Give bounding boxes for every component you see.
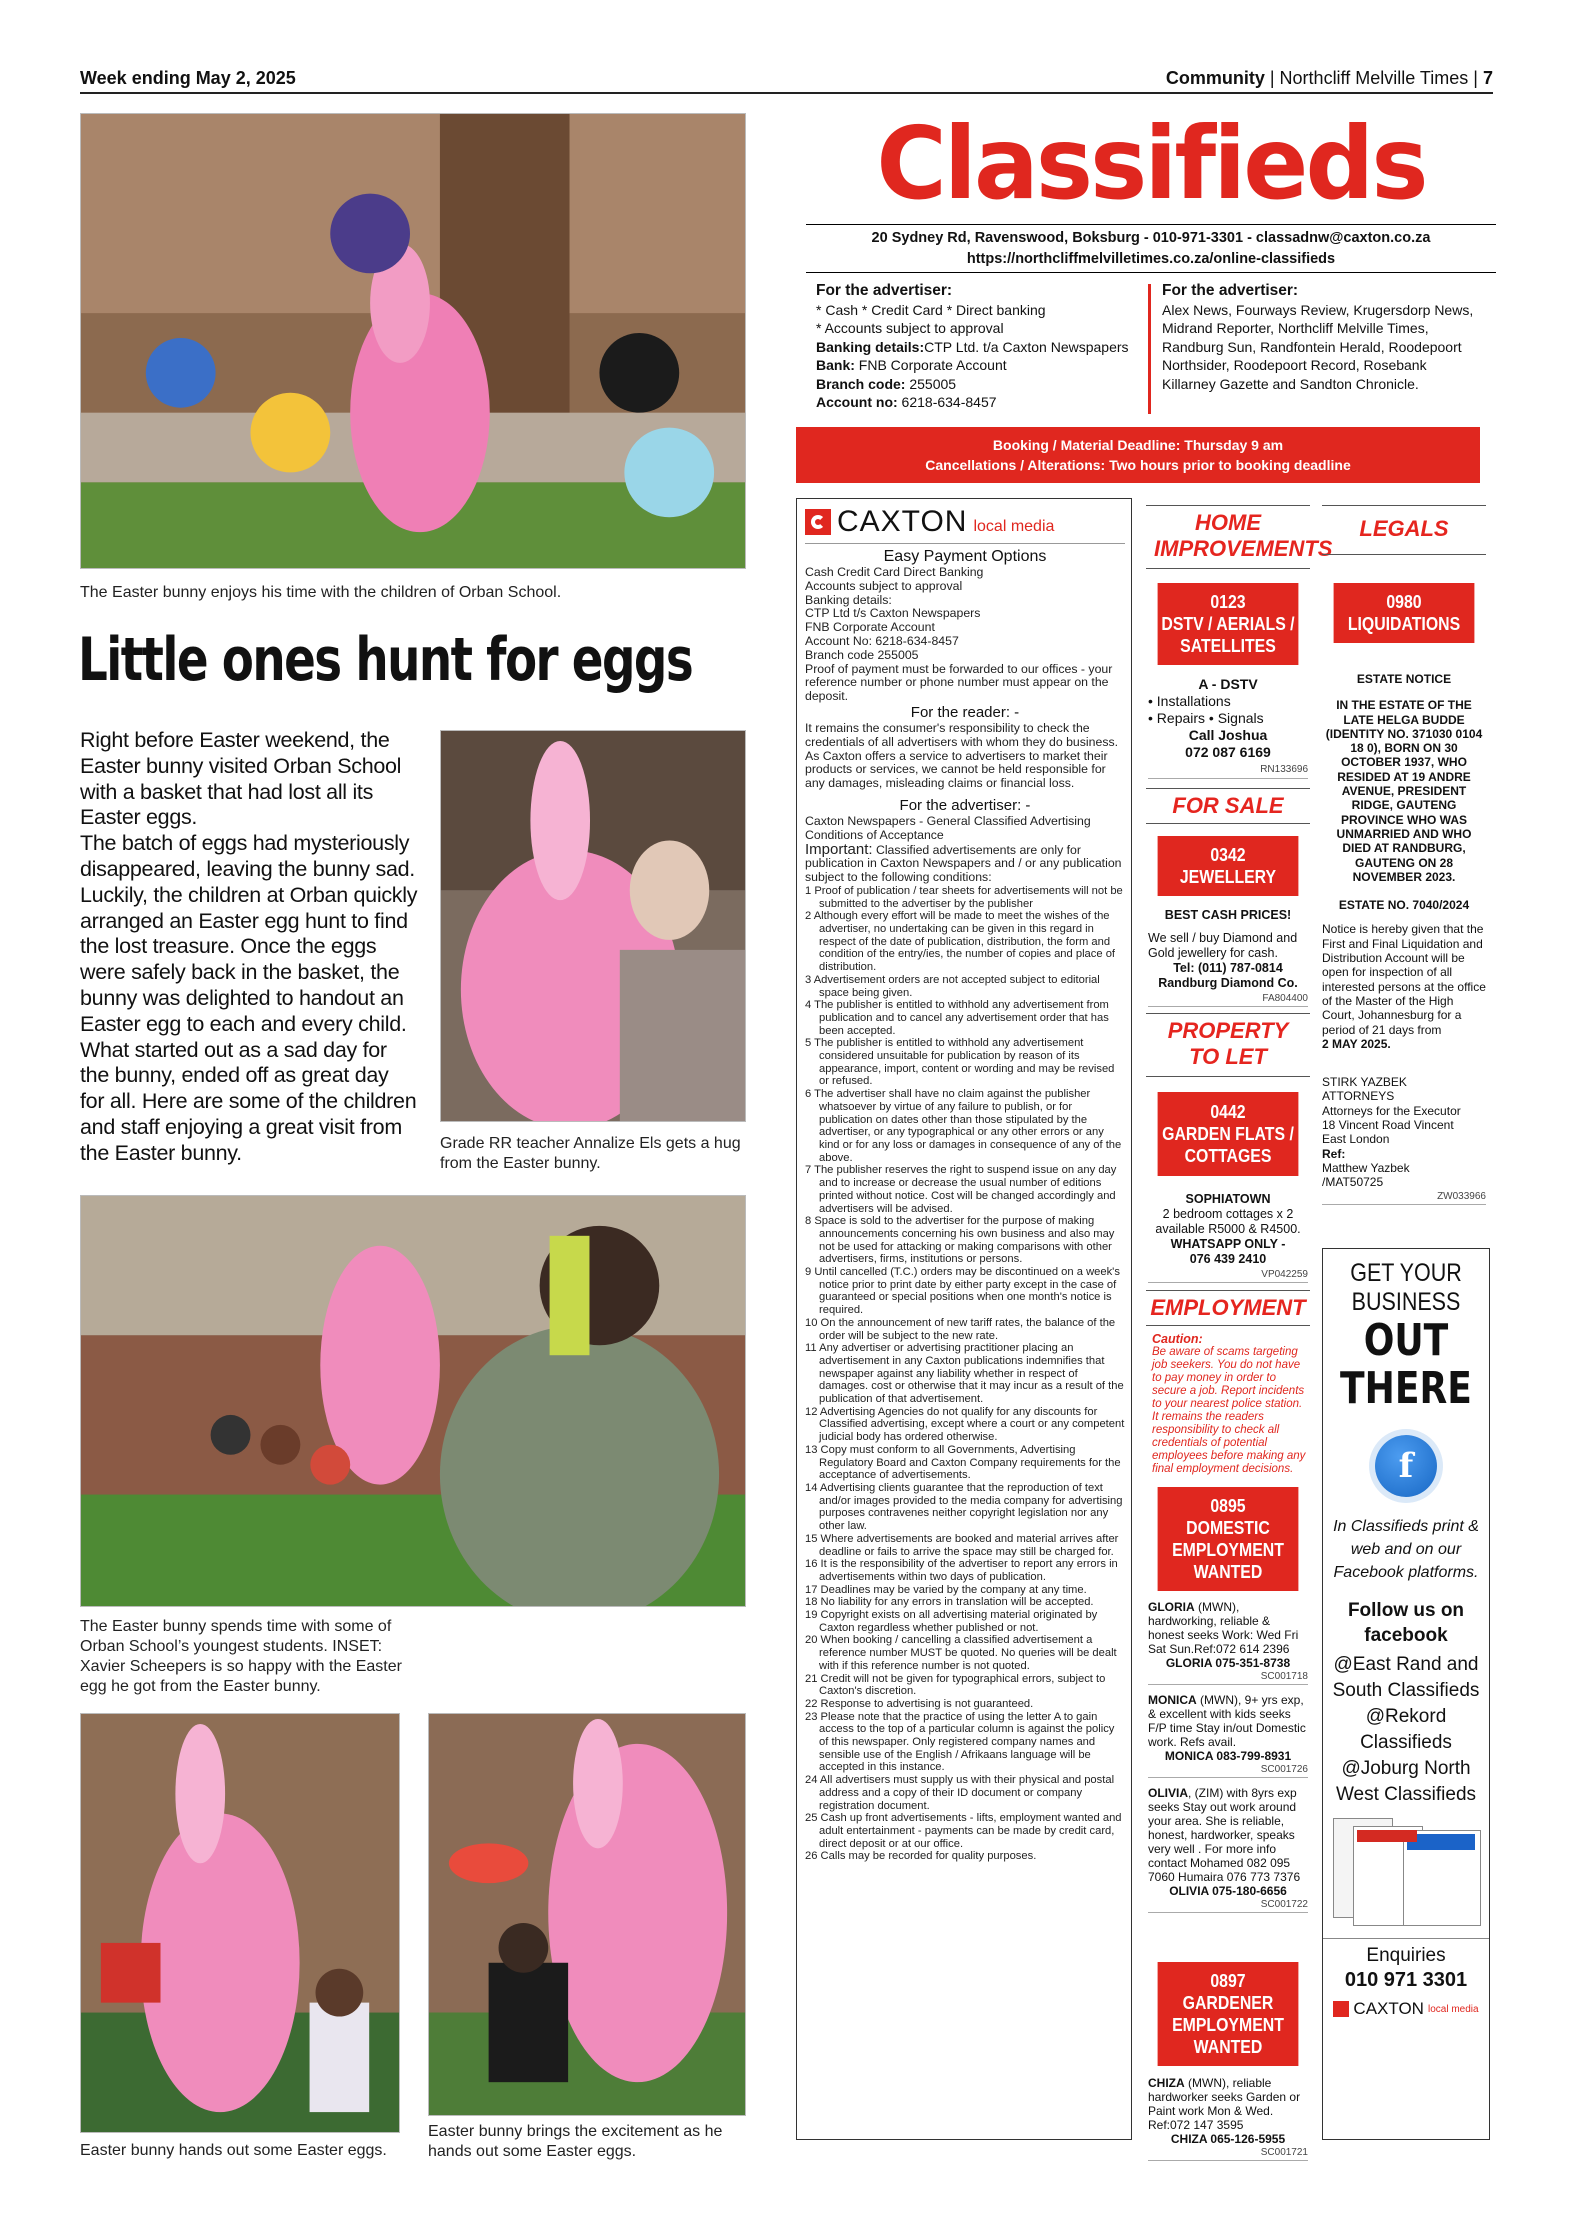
photo-bunny-eggs-2 (428, 1713, 746, 2116)
promo-there: THERE (1340, 1363, 1472, 1414)
employment-ads (1148, 1600, 1308, 1913)
ad-name: CHIZA (1148, 2076, 1185, 2090)
ad-text: (MWN), hardworking, reliable & honest seeks Work: Wed Fri Sat Sun.Ref:072 614 2396 (1148, 1600, 1299, 1656)
branch-value: 255005 (909, 375, 957, 392)
deadline-line: Cancellations / Alterations: Two hours prior to booking deadline (925, 457, 1351, 473)
attorney-line: Attorneys for the Executor (1322, 1103, 1461, 1118)
caxton-logo-sub: local media (973, 518, 1055, 535)
payment-line: CTP Ltd t/s Caxton Newspapers (805, 606, 981, 621)
payment-line: Account No: 6218-634-8457 (805, 633, 959, 648)
issue-date: Week ending May 2, 2025 (80, 68, 296, 88)
attorney-line: 18 Vincent Road Vincent (1322, 1118, 1454, 1133)
advertiser-heading: For the advertiser: (816, 282, 953, 299)
page-header (80, 68, 1493, 94)
ad-chiza (1148, 2076, 1308, 2161)
payment-line: Banking details: (805, 592, 892, 607)
code-label: GARDEN FLATS / (1162, 1124, 1294, 1144)
ad-line: • Repairs • Signals (1148, 710, 1264, 726)
reader-text: It remains the consumer's responsibility to check the credentials of all advertisers with whom they do business. As Caxton offers a service to advertisers to market their products or services, we cannot be held responsible for any damages, misleading claims or financial loss. (805, 720, 1119, 791)
account (816, 393, 1156, 412)
term-item: 6 The advertiser shall have no claim against the publisher whatsoever by virtue of any failure to publish, or for publication on dates other than those stipulated by the advertiser, or any typographical or any other errors or any kind or for any loss or damages in consequence of any of the above. (805, 1088, 1122, 1164)
ad-text: (MWN), 9+ yrs exp, & excellent with kids seeks F/P time Stay in/out Domestic work. Refs avail. (1148, 1693, 1306, 1749)
term-item: 19 Copyright exists on all advertising material originated by Caxton regardless whether published or not. (805, 1609, 1098, 1634)
notice-text: Notice is hereby given that the First and Final Liquidation and Distribution Account will be open for inspection of all interested persons at the office of the Master of the High Court, Johannesburg for a period of 21 days from (1322, 922, 1486, 1037)
ref-label: Ref: (1322, 1146, 1346, 1161)
code-label: DOMESTIC (1186, 1518, 1270, 1538)
term-item: 9 Until cancelled (T.C.) orders may be discontinued on a week's notice prior to print date by either party except in the case of guaranteed or special positions when one month's notice is required. (805, 1266, 1120, 1317)
ref-line: Matthew Yazbek (1322, 1160, 1410, 1175)
caution-text: Be aware of scams targeting job seekers. You do not have to pay money in order to secure a job. Report incidents to your nearest police station. It remains the readers responsibility to check all credentials of potential employees before making any final employment decisions. (1152, 1346, 1306, 1475)
ad-line: We sell / buy Diamond and Gold jewellery for cash. (1148, 931, 1298, 960)
term-item: 25 Cash up front advertisements - lifts, employment wanted and adult entertainment - payments can be made by credit card, direct deposit or at our office. (805, 1812, 1122, 1850)
address-rule (806, 272, 1496, 273)
caption-photo2: Grade RR teacher Annalize Els gets a hug from the Easter bunny. (440, 1135, 741, 1172)
caption-photo1: The Easter bunny enjoys his time with the children of Orban School. (80, 584, 562, 601)
code-label: LIQUIDATIONS (1347, 614, 1461, 634)
term-item: 2 Although every effort will be made to meet the wishes of the advertiser, no undertaking can be given in this regard in respect of the date of publication, distribution, the form and condition of the entry/ies, the number of copies and place of distribution. (805, 910, 1116, 974)
code: 0897 (1210, 1971, 1246, 1991)
article-headline: Little ones hunt for eggs (78, 625, 693, 695)
category-property: PROPERTY TO LET (1146, 1013, 1310, 1077)
term-item: 11 Any advertiser or advertising practitioner placing an advertisement in any Caxton publications indemnifies that newspaper against any liability whether in respect of damages. cost or otherwise that it may incur as a result of the publication of that advertisement. (805, 1342, 1124, 1406)
estate-body: IN THE ESTATE OF THE LATE HELGA BUDDE (IDENTITY NO. 371030 0104 18 0), BORN ON 30 OCTOBER 1937, WHO RESIDED AT 19 ANDRE AVENUE, PRESIDENT RIDGE, GAUTENG PROVINCE WHO WAS UNMARRIED AND WHO DIED AT RANDBURG, GAUTENG ON 28 NOVEMBER 2023. (1325, 698, 1483, 884)
estate-notice-title: ESTATE NOTICE (1356, 672, 1452, 686)
advertiser-heading: For the advertiser: - (899, 796, 1031, 814)
ad-contact: GLORIA 075-351-8738 (1165, 1656, 1291, 1670)
banking-value: CTP Ltd. t/a Caxton Newspapers (924, 338, 1129, 355)
term-item: 15 Where advertisements are booked and material arrives after deadline or fails to arrive the space may still be charged for. (805, 1532, 1119, 1558)
code: 0980 (1386, 592, 1422, 612)
code: 0342 (1210, 845, 1246, 865)
attorneys (1322, 1075, 1486, 1205)
term-item: 8 Space is sold to the advertiser for the purpose of making announcements concerning his own business and also may not be used for attacking or making comparisons with other advertisers, firms, institutions or persons. (805, 1215, 1115, 1266)
code-label: SATELLITES (1180, 636, 1276, 656)
payment-line: Cash Credit Card Direct Banking (805, 565, 984, 579)
category-legals: LEGALS (1322, 505, 1486, 555)
ad-title: A - DSTV (1198, 676, 1258, 692)
advertiser-info-divider (1148, 284, 1151, 414)
ad-body (1148, 1693, 1308, 1749)
ad-name: OLIVIA (1148, 1786, 1189, 1800)
paper-name: Northcliff Melville Times (1279, 68, 1469, 88)
ad-line: 2 bedroom cottages x 2 available R5000 & R4500. (1155, 1207, 1301, 1236)
code-label: JEWELLERY (1179, 867, 1277, 887)
important-note (805, 840, 1125, 885)
attorney-line: ATTORNEYS (1322, 1089, 1395, 1104)
ad-text: (MWN), reliable hardworker seeks Garden or Paint work Mon & Wed. Ref:072 147 3595 (1148, 2076, 1301, 2132)
newspaper-stack-image (1333, 1818, 1479, 1926)
bank (816, 356, 1156, 375)
term-item: 16 It is the responsibility of the advertiser to report any errors in advertisements within two days of publication. (805, 1558, 1118, 1583)
ad-ref: SC001718 (1148, 1670, 1308, 1685)
term-item: 26 Calls may be recorded for quality purposes. (805, 1850, 1037, 1863)
title-rule (806, 224, 1496, 225)
reader-heading: For the reader: - (910, 703, 1020, 721)
code-box-0123 (1158, 583, 1299, 665)
separator: | (1473, 68, 1478, 88)
ad-phone: 076 439 2410 (1189, 1252, 1267, 1266)
article-body: Right before Easter weekend, the Easter bunny visited Orban School with a basket that had lost all its Easter eggs. The batch of eggs had mysteriously disappeared, leaving the bunny sad. Luckily, the children at Orban quickly arranged an Easter egg hunt to find the lost treasure. Once the eggs were safely back in the basket, the bunny was delighted to handout an Easter egg to each and every child. What started out as a sad day for the bunny, ended off as great day for all. Here are some of the children and staff enjoying a great visit from the Easter bunny. (80, 728, 418, 1165)
ad-line: WHATSAPP ONLY - (1170, 1237, 1286, 1251)
term-item: 24 All advertisers must supply us with their physical and postal address and a copy of their ID document or company registration document. (805, 1774, 1115, 1812)
deadline-line: Booking / Material Deadline: Thursday 9 am (992, 437, 1284, 453)
term-item: 23 Please note that the practice of using the letter A to gain access to the top of a particular column is against the policy of this newspaper. Only registered company names and sensible use of the English / Afrikaans language will be accepted in this instance. (805, 1710, 1115, 1774)
caption-photo3: The Easter bunny spends time with some of Orban School’s youngest students. INSET: Xavier Scheepers is so happy with the Easter egg he got from the Easter bunny. (80, 1618, 402, 1695)
estate-notice (1322, 672, 1486, 1205)
ad-dstv (1148, 676, 1308, 779)
classifieds-url[interactable]: https://northcliffmelvilletimes.co.za/online-classifieds (966, 251, 1336, 267)
term-item: 7 The publisher reserves the right to suspend issue on any day and to increase or decrease the usual number of editions printed without notice. Cost will be changed accordingly and advertisers will be advised. (805, 1164, 1117, 1215)
branch-label: Branch code: (816, 375, 906, 392)
term-item: 1 Proof of publication / tear sheets for advertisements will not be submitted to the advertiser by the publisher (805, 884, 1123, 910)
code: 0442 (1210, 1102, 1246, 1122)
payment-line: Proof of payment must be forwarded to our offices - your reference number or phone number must appear on the deposit. (805, 661, 1113, 704)
caxton-logo (805, 505, 1125, 544)
photo-youngest-students (80, 1195, 746, 1607)
term-item: 22 Response to advertising is not guaranteed. (805, 1697, 1034, 1710)
ad-title: SOPHIATOWN (1185, 1192, 1271, 1206)
payment-line: * Cash * Credit Card * Direct banking (816, 301, 1046, 318)
term-item: 14 Advertising clients guarantee that the reproduction of text and/or images provided to the media company for advertising purposes contravenes neither copyright legislation nor any other law. (805, 1481, 1123, 1533)
code-label: WANTED (1193, 2037, 1263, 2057)
promo-business: BUSINESS (1351, 1288, 1461, 1316)
caxton-logo-sub: local media (1427, 2003, 1479, 2015)
terms-list (805, 885, 1125, 1863)
advertiser-info-right (1162, 282, 1482, 393)
caption-photo4: Easter bunny hands out some Easter eggs. (80, 2142, 387, 2159)
page-number: 7 (1482, 68, 1493, 88)
classifieds-address: 20 Sydney Rd, Ravenswood, Boksburg - 010-971-3301 - classadnw@caxton.co.za (871, 230, 1431, 246)
caxton-terms-box (796, 498, 1132, 2140)
payment-options (805, 566, 1125, 704)
bank-value: FNB Corporate Account (858, 357, 1007, 373)
banking-label: Banking details: (816, 338, 925, 355)
ad-sophiatown (1148, 1192, 1308, 1283)
notice-date: 2 MAY 2025. (1322, 1036, 1391, 1051)
promo-italic: In Classifieds print & web and on our Facebook platforms. (1333, 1518, 1479, 1581)
code-box-0895 (1158, 1487, 1299, 1591)
important-label: Important: (805, 840, 873, 858)
ad-body (1148, 1786, 1308, 1884)
code-box-0342 (1158, 836, 1299, 896)
classifieds-title: Classifieds (876, 105, 1426, 222)
advertiser-info-left (816, 282, 1156, 412)
term-item: 20 When booking / cancelling a classified advertisement a reference number MUST be quoted. No queries will be dealt with if this reference number is not quoted. (805, 1634, 1117, 1672)
ad-ref: FA804400 (1148, 991, 1308, 1007)
banking-details (816, 338, 1156, 357)
code-label: EMPLOYMENT (1172, 2015, 1284, 2035)
account-label: Account no: (816, 394, 898, 410)
ref-line: /MAT50725 (1322, 1175, 1384, 1190)
code-label: DSTV / AERIALS / (1161, 614, 1295, 634)
attorney-line: STIRK YAZBEK (1322, 1075, 1407, 1090)
photo-bunny-eggs-1 (80, 1713, 400, 2133)
ad-contact: OLIVIA 075-180-6656 (1169, 1884, 1287, 1898)
ad-phone: Tel: (011) 787-0814 (1173, 961, 1283, 975)
ad-name: GLORIA (1148, 1600, 1195, 1614)
enquiries-label: Enquiries (1366, 1945, 1446, 1966)
ad-gloria (1148, 1600, 1308, 1685)
code: 0123 (1210, 592, 1246, 612)
ad-ref: VP042259 (1148, 1267, 1308, 1283)
promo-box (1322, 1248, 1490, 2140)
important-text: Classified advertisements are only for publication in Caxton Newspapers and / or any publication subject to the following conditions: (805, 842, 1122, 885)
ad-text: , (ZIM) with 8yrs exp seeks Stay out work around your area. She is reliable, honest, hardworker, speaks very well . For more info contact Mohamed 082 095 7060 Humaira 076 773 7376 (1148, 1786, 1301, 1884)
promo-enquiries (1323, 1938, 1489, 1993)
advertiser-intro: Caxton Newspapers - General Classified Advertising Conditions of Acceptance (805, 813, 1091, 842)
account-value: 6218-634-8457 (901, 394, 997, 410)
payment-line: * Accounts subject to approval (816, 320, 1004, 336)
category-for-sale: FOR SALE (1146, 788, 1310, 824)
promo-get-your: GET YOUR (1350, 1259, 1462, 1287)
ad-body (1148, 2076, 1308, 2132)
caxton-logo-text: CAXTON (1353, 1999, 1424, 2018)
caxton-logo-icon (805, 509, 831, 535)
code-label: COTTAGES (1184, 1146, 1272, 1166)
ad-ref: SC001722 (1148, 1898, 1308, 1913)
category-home-improvements: HOME IMPROVEMENTS (1146, 505, 1310, 569)
caxton-logo-small (1323, 1999, 1489, 2019)
category-employment: EMPLOYMENT (1146, 1290, 1310, 1326)
code-label: WANTED (1193, 1562, 1263, 1582)
payment-line: FNB Corporate Account (805, 620, 935, 635)
payment-line: Accounts subject to approval (805, 578, 963, 593)
payment-line: Branch code 255005 (805, 647, 919, 662)
attorney-line: East London (1322, 1132, 1390, 1147)
code-box-0980 (1334, 583, 1475, 643)
term-item: 3 Advertisement orders are not accepted subject to editorial space being given. (805, 973, 1100, 999)
promo-out: OUT (1363, 1315, 1449, 1366)
ad-line: • Installations (1148, 693, 1231, 709)
term-item: 21 Credit will not be given for typographical errors, subject to Caxton's discretion. (805, 1672, 1106, 1698)
code-label: EMPLOYMENT (1172, 1540, 1284, 1560)
facebook-icon: f (1375, 1435, 1437, 1497)
photo-bunny-children (80, 113, 746, 569)
caution-note (1152, 1333, 1308, 1476)
term-item: 4 The publisher is entitled to withhold any advertisement from publication and to cancel any advertisement order that has been accepted. (805, 999, 1109, 1037)
term-item: 5 The publisher is entitled to withhold any advertisement considered unsuitable for publication by reason of its appearance, import, content or wording and may be revised or refused. (805, 1037, 1115, 1088)
separator: | (1269, 68, 1275, 88)
code-box-0442 (1158, 1092, 1299, 1176)
publications-list: Alex News, Fourways Review, Krugersdorp News, Midrand Reporter, Northcliff Melville Times, Randburg Sun, Randfontein Herald, Roodepoort Northsider, Roodepoort Record, Rosebank Killarney Gazette and Sandton Chronicle. (1162, 301, 1474, 392)
advertiser-heading: For the advertiser: (1162, 282, 1299, 299)
ad-phone: 072 087 6169 (1185, 744, 1271, 760)
ad-monica (1148, 1693, 1308, 1778)
section-name: Community (1165, 68, 1265, 88)
code-label: GARDENER (1182, 1993, 1274, 2013)
ad-ref: SC001721 (1148, 2146, 1308, 2161)
ad-body (1148, 1600, 1308, 1656)
term-item: 18 No liability for any errors in translation will be accepted. (805, 1596, 1094, 1609)
ad-title: BEST CASH PRICES! (1164, 908, 1292, 922)
term-item: 13 Copy must conform to all Governments, Advertising Regulatory Board and Caxton Company requirements for the acceptance of advertisements. (805, 1443, 1121, 1482)
photo-teacher-hug (440, 730, 746, 1122)
easy-payment-heading: Easy Payment Options (883, 548, 1047, 565)
caption-photo5: Easter bunny brings the excitement as he hands out some Easter eggs. (428, 2123, 723, 2160)
caxton-logo-icon (1333, 2001, 1349, 2017)
estate-number: ESTATE NO. 7040/2024 (1338, 898, 1470, 913)
enquiries-phone: 010 971 3301 (1344, 1969, 1468, 1991)
code-box-0897 (1158, 1962, 1299, 2066)
ad-ref: ZW033966 (1322, 1190, 1486, 1205)
ad-line: Randburg Diamond Co. (1158, 976, 1298, 990)
deadline-banner (796, 427, 1480, 483)
term-item: 10 On the announcement of new tariff rates, the balance of the order will be subject to the new rate. (805, 1316, 1116, 1342)
term-item: 12 Advertising Agencies do not qualify for any discounts for Classified advertising, except where a court or any competent judicial body has ordered otherwise. (805, 1405, 1125, 1444)
ad-olivia (1148, 1786, 1308, 1913)
ad-contact: CHIZA 065-126-5955 (1170, 2132, 1286, 2146)
ad-ref: RN133696 (1148, 761, 1308, 779)
branch (816, 375, 1156, 394)
caution-title: Caution: (1152, 1332, 1203, 1346)
code: 0895 (1210, 1496, 1246, 1516)
ad-name: MONICA (1148, 1693, 1197, 1707)
ad-line: Call Joshua (1188, 727, 1268, 743)
section-label (1166, 68, 1493, 89)
bank-label: Bank: (816, 357, 855, 373)
promo-pages: @East Rand and South Classifieds @Rekord Classifieds @Joburg North West Classifieds (1332, 1654, 1480, 1805)
ad-ref: SC001726 (1148, 1763, 1308, 1778)
ad-jewellery (1148, 908, 1308, 1007)
promo-follow: Follow us on facebook (1347, 1600, 1465, 1646)
term-item: 17 Deadlines may be varied by the company at any time. (805, 1583, 1087, 1596)
caxton-logo-text: CAXTON (837, 505, 968, 538)
ad-contact: MONICA 083-799-8931 (1164, 1749, 1292, 1763)
